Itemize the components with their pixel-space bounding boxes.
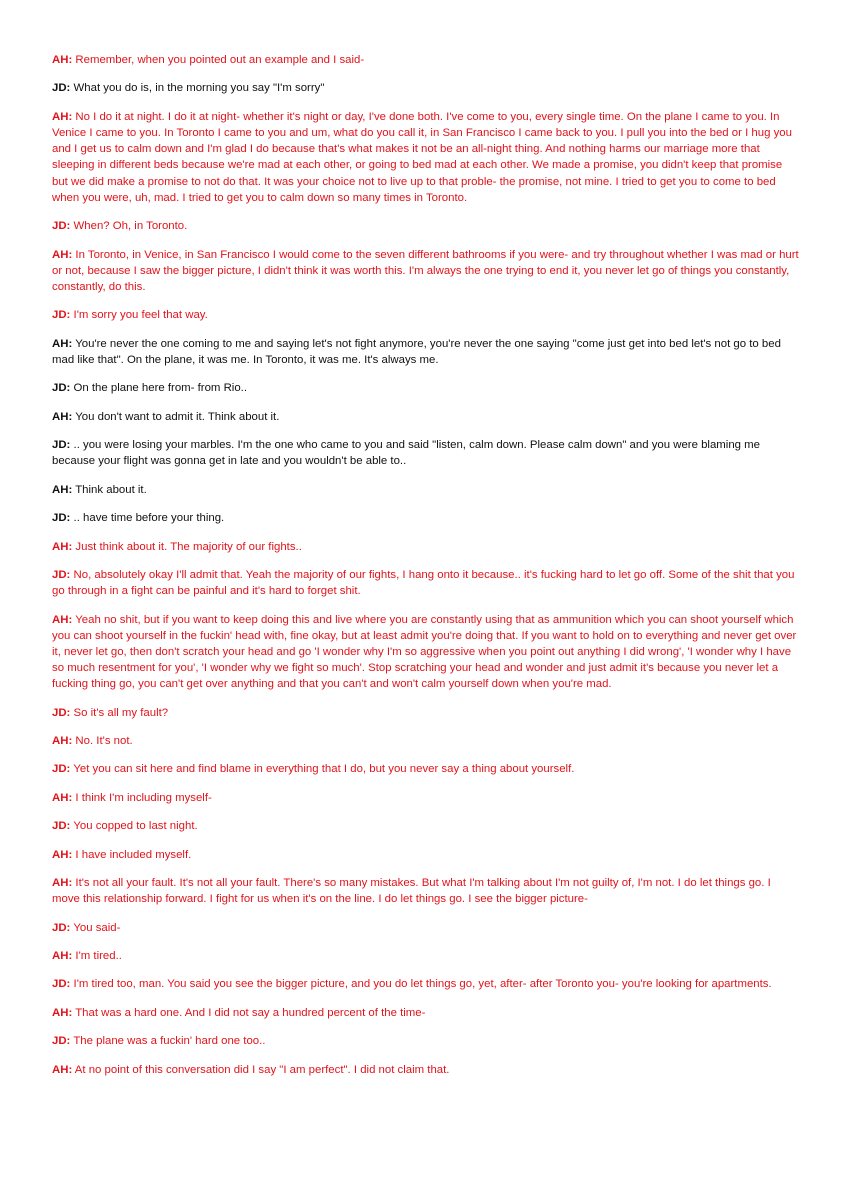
- speaker-label: AH:: [52, 1006, 73, 1019]
- dialogue-text: When? Oh, in Toronto.: [73, 220, 188, 233]
- dialogue-line: [52, 218, 800, 234]
- dialogue-line: [52, 510, 800, 526]
- dialogue-text: .. you were losing your marbles. I'm the one who came to you and said "listen, calm down. Please calm down" and you were blaming me because your flight was gonna get in late and you wouldn't be able to..: [52, 439, 760, 468]
- dialogue-text: I'm tired too, man. You said you see the bigger picture, and you do let things go, yet, after- after Toronto you- you're looking for apartments.: [73, 978, 772, 991]
- dialogue-text: No. It's not.: [75, 735, 133, 748]
- dialogue-text: I'm tired..: [75, 950, 122, 963]
- speaker-label: JD:: [52, 382, 71, 395]
- transcript: [52, 52, 800, 1090]
- dialogue-line: [52, 733, 800, 749]
- dialogue-line: [52, 247, 800, 296]
- dialogue-line: [52, 612, 800, 693]
- dialogue-text: I think I'm including myself-: [75, 791, 212, 804]
- speaker-label: JD:: [52, 706, 71, 719]
- dialogue-line: [52, 539, 800, 555]
- dialogue-text: Remember, when you pointed out an example and I said-: [75, 54, 365, 66]
- speaker-label: AH:: [52, 877, 73, 890]
- speaker-label: AH:: [52, 735, 73, 748]
- dialogue-line: [52, 976, 800, 992]
- dialogue-line: [52, 482, 800, 498]
- dialogue-line: [52, 336, 800, 368]
- speaker-label: AH:: [52, 848, 73, 861]
- dialogue-text: I'm sorry you feel that way.: [73, 309, 208, 322]
- dialogue-text: It's not all your fault. It's not all your fault. There's so many mistakes. But what I'm talking about I'm not guilty of, I'm not. I do let things go. I move this relationship forward. I fight for us when it's on the line. I do let things go. I see the bigger picture-: [52, 877, 771, 906]
- dialogue-line: [52, 52, 800, 68]
- dialogue-line: [52, 109, 800, 206]
- dialogue-text: Think about it.: [75, 483, 147, 496]
- speaker-label: AH:: [52, 54, 73, 66]
- speaker-label: JD:: [52, 820, 71, 833]
- dialogue-text: You're never the one coming to me and saying let's not fight anymore, you're never the one saying "come just get into bed let's not go to bed mad like that". On the plane, it was me. In Toronto, it was me. It's always me.: [52, 337, 781, 366]
- dialogue-text: Just think about it. The majority of our fights..: [75, 540, 302, 553]
- dialogue-text: You said-: [73, 921, 121, 934]
- speaker-label: JD:: [52, 1035, 71, 1048]
- dialogue-line: [52, 948, 800, 964]
- speaker-label: JD:: [52, 82, 71, 95]
- dialogue-line: [52, 380, 800, 396]
- dialogue-text: You don't want to admit it. Think about it.: [75, 410, 280, 423]
- dialogue-text: In Toronto, in Venice, in San Francisco I would come to the seven different bathrooms if you were- and try throughout whether I was mad or hurt or not, because I saw the bigger picture, I didn't think it was worth this. I'm always the one trying to end it, you never let go of things you constantly, constantly, do this.: [52, 248, 799, 293]
- speaker-label: JD:: [52, 309, 71, 322]
- speaker-label: AH:: [52, 791, 73, 804]
- dialogue-line: [52, 307, 800, 323]
- dialogue-text: Yet you can sit here and find blame in everything that I do, but you never say a thing about yourself.: [73, 763, 575, 776]
- dialogue-text: On the plane here from- from Rio..: [73, 382, 247, 395]
- speaker-label: JD:: [52, 568, 71, 581]
- dialogue-line: [52, 875, 800, 907]
- speaker-label: AH:: [52, 110, 73, 123]
- speaker-label: AH:: [52, 483, 73, 496]
- speaker-label: AH:: [52, 337, 73, 350]
- dialogue-line: [52, 790, 800, 806]
- dialogue-text: At no point of this conversation did I say "I am perfect". I did not claim that.: [74, 1063, 450, 1076]
- dialogue-text: The plane was a fuckin' hard one too..: [73, 1035, 266, 1048]
- speaker-label: AH:: [52, 410, 73, 423]
- dialogue-line: [52, 1033, 800, 1049]
- speaker-label: AH:: [52, 248, 73, 261]
- speaker-label: AH:: [52, 613, 73, 626]
- dialogue-text: .. have time before your thing.: [73, 512, 225, 525]
- speaker-label: JD:: [52, 439, 71, 452]
- dialogue-text: You copped to last night.: [73, 820, 198, 833]
- dialogue-text: So it's all my fault?: [73, 706, 169, 719]
- speaker-label: JD:: [52, 220, 71, 233]
- speaker-label: AH:: [52, 1063, 73, 1076]
- dialogue-text: I have included myself.: [75, 848, 192, 861]
- speaker-label: JD:: [52, 921, 71, 934]
- dialogue-text: No I do it at night. I do it at night- whether it's night or day, I've done both. I've come to you, every single time. On the plane I came to you. In Venice I came to you. In Toronto I came to you and um, what do you call it, in San Francisco I came back to you. I pull you into the bed or I hug you and I get us to calm down and I'm glad I do because that's what makes it not be an all-night thing. And nothing harms our marriage more that sleeping in different beds because we're mad at each other, or going to bed mad at each other. We made a promise, you didn't keep that promise but we did make a promise to not do that. It was your choice not to live up to that proble- the promise, not mine. I tried to get you to come to bed when you were, uh, mad. I tried to get you to calm down so many times in Toronto.: [52, 110, 792, 204]
- speaker-label: JD:: [52, 978, 71, 991]
- dialogue-line: [52, 705, 800, 721]
- dialogue-line: [52, 409, 800, 425]
- dialogue-line: [52, 920, 800, 936]
- dialogue-text: That was a hard one. And I did not say a hundred percent of the time-: [75, 1006, 426, 1019]
- dialogue-line: [52, 80, 800, 96]
- speaker-label: AH:: [52, 950, 73, 963]
- dialogue-line: [52, 818, 800, 834]
- dialogue-line: [52, 847, 800, 863]
- speaker-label: JD:: [52, 512, 71, 525]
- dialogue-line: [52, 437, 800, 469]
- dialogue-line: [52, 761, 800, 777]
- dialogue-line: [52, 567, 800, 599]
- dialogue-text: What you do is, in the morning you say "I'm sorry": [73, 82, 325, 95]
- dialogue-line: [52, 1005, 800, 1021]
- speaker-label: AH:: [52, 540, 73, 553]
- speaker-label: JD:: [52, 763, 71, 776]
- dialogue-text: Yeah no shit, but if you want to keep doing this and live where you are constantly using that as ammunition which you can shoot yourself which you can shoot yourself in the fuckin' head with, fine okay, but at least admit you're doing that. If you want to hold on to everything and never get over it, never let go, then don't scratch your head and go 'I wonder why I'm so aggressive when you point out anything I did wrong', 'I wonder why I have so much resentment for you', 'I wonder why we fight so much'. Stop scratching your head and wonder and just admit it's because you never let a fucking thing go, you can't get over anything and that you can't and won't calm yourself down when you're mad.: [52, 613, 797, 691]
- dialogue-text: No, absolutely okay I'll admit that. Yeah the majority of our fights, I hang onto it because.. it's fucking hard to let go off. Some of the shit that you go through in a fight can be painful and it's hard to forget shit.: [52, 568, 795, 598]
- dialogue-line: [52, 1062, 800, 1078]
